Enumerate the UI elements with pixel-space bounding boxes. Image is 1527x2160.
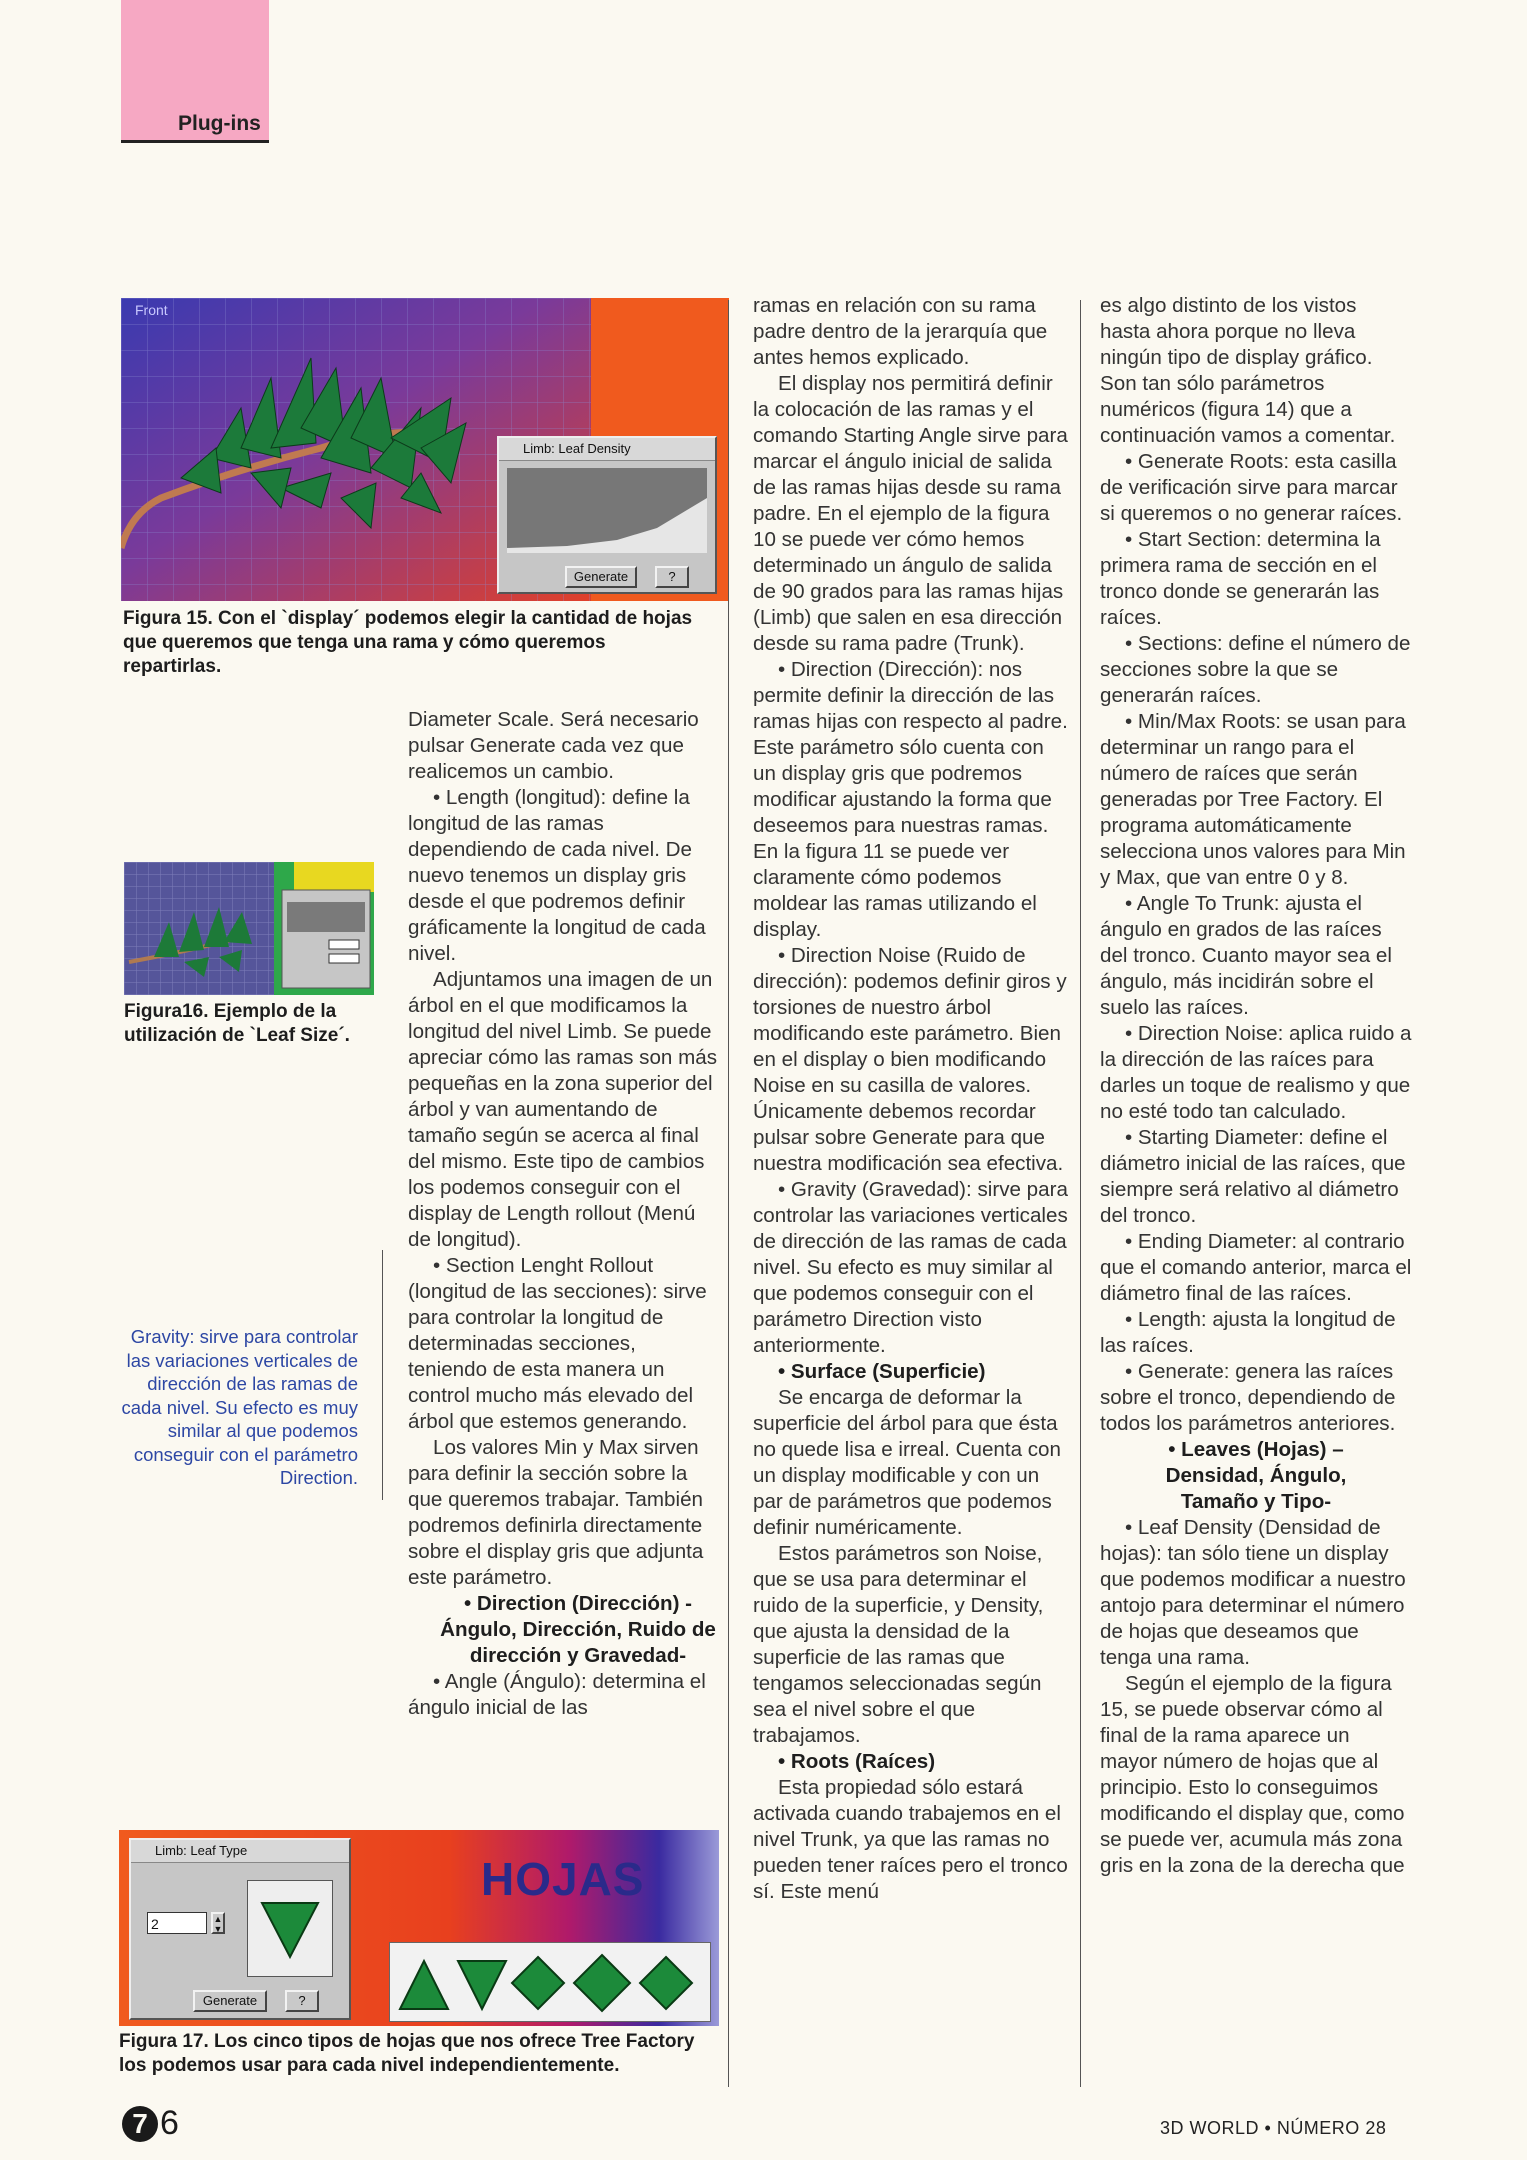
generate-button[interactable]: Generate [193, 1990, 267, 2012]
paragraph: • Start Section: determina la primera rama de sección en el tronco donde se generarán las raíces. [1100, 528, 1381, 629]
generate-button[interactable]: Generate [565, 566, 637, 588]
leaf-density-panel [497, 436, 717, 594]
paragraph: Estos parámetros son Noise, que se usa para determinar el ruido de la superficie, y Density, que ajusta la densidad de la superficie de las ramas que tengamos seleccionadas según sea el nivel sobre el que trabajamos. [753, 1542, 1044, 1747]
column-rule-1 [728, 300, 729, 2087]
subheading: • Direction (Dirección) - Ángulo, Dirección, Ruido de dirección y Gravedad- [440, 1592, 716, 1667]
paragraph: • Length (longitud): define la longitud de las ramas dependiendo de cada nivel. De nuevo tenemos un display gris desde el que podremos definir gráficamente la longitud de cada nivel. [408, 786, 706, 965]
paragraph: Según el ejemplo de la figura 15, se puede observar cómo al final de la rama aparece un mayor número de hojas que al principio. Esto lo conseguimos modificando el display que, como se puede ver, acumula más zona gris en la zona de la derecha que [1100, 1672, 1405, 1877]
column-1 [408, 707, 718, 1721]
section-underline [121, 140, 269, 143]
help-button[interactable]: ? [285, 1990, 319, 2012]
paragraph: • Direction Noise (Ruido de dirección): podemos definir giros y torsiones de nuestro árbol modificando este parámetro. Bien en el display o bien modificando Noise en su casilla de valores. Únicamente debemos recordar pulsar sobre Generate para que nuestra modificación sea efectiva. [753, 944, 1067, 1175]
paragraph: • Generate Roots: esta casilla de verificación sirve para marcar si queremos o no generar raíces. [1100, 450, 1403, 525]
help-button[interactable]: ? [655, 566, 689, 588]
leaf-preview [247, 1880, 333, 1977]
leaf-diamond-icon [640, 1957, 692, 2009]
column-rule-0 [382, 1250, 383, 1500]
magazine-footer: 3D WORLD • NÚMERO 28 [1160, 2118, 1387, 2138]
paragraph: • Length: ajusta la longitud de las raíces. [1100, 1308, 1396, 1357]
leaf-types-row [390, 1943, 710, 2021]
leaf-types-strip [389, 1942, 711, 2022]
paragraph: Diameter Scale. Será necesario pulsar Generate cada vez que realicemos un cambio. [408, 708, 699, 783]
leaf-triangle-down-icon [458, 1961, 506, 2009]
paragraph: ramas en relación con su rama padre dentro de la jerarquía que antes hemos explicado. [753, 294, 1048, 369]
leaf-type-panel [129, 1838, 351, 2020]
paragraph: Adjuntamos una imagen de un árbol en el que modificamos la longitud del nivel Limb. Se puede apreciar cómo las ramas son más pequeñas en la zona superior del árbol y van aumentando de tamaño según se acerca al final del mismo. Este tipo de cambios los podemos conseguir con el display de Length rollout (Menú de longitud). [408, 968, 718, 1251]
leaf-diamond-icon [574, 1955, 630, 2011]
panel-title: Limb: Leaf Type [131, 1840, 349, 1863]
paragraph: • Min/Max Roots: se usan para determinar un rango para el número de raíces que serán generadas por Tree Factory. El programa automáticamente selecciona unos valores para Min y Max, que van entre 0 y 8. [1100, 710, 1406, 889]
figure-17-image [119, 1830, 719, 2026]
density-curve [507, 468, 707, 553]
section-label: Plug-ins [178, 112, 261, 135]
hojas-title: HOJAS [481, 1853, 645, 1905]
leaf-triangle-up-icon [400, 1961, 448, 2009]
figure-16-render [124, 862, 374, 995]
subheading: • Roots (Raíces) [778, 1750, 936, 1773]
paragraph: • Direction Noise: aplica ruido a la dirección de las raíces para darles un toque de realismo y que no esté todo tan calculado. [1100, 1022, 1412, 1123]
figure-16-caption: Figura16. Ejemplo de la utilización de `Leaf Size´. [124, 1001, 350, 1046]
page-badge: 7 [122, 2106, 158, 2142]
paragraph: • Leaf Density (Densidad de hojas): tan sólo tiene un display que podemos modificar a nuestro antojo para determinar el número de hojas que deseamos que tenga una rama. [1100, 1516, 1406, 1669]
paragraph: Se encarga de deformar la superficie del árbol para que ésta no quede lisa e irreal. Cuenta con un display modificable y con un par de parámetros que podemos definir numéricamente. [753, 1386, 1061, 1539]
leaf-diamond-icon [512, 1957, 564, 2009]
figure-17-caption: Figura 17. Los cinco tipos de hojas que nos ofrece Tree Factory los podemos usar para cada nivel independientemente. [119, 2031, 695, 2076]
paragraph: • Angle To Trunk: ajusta el ángulo en grados de las raíces del tronco. Cuanto mayor sea el ángulo, más incidirán sobre el suelo las raíces. [1100, 892, 1392, 1019]
sidebar-note: Gravity: sirve para controlar las variaciones verticales de dirección de las ramas de cada nivel. Su efecto es muy similar al que podemos conseguir con el parámetro Direction. [121, 1326, 358, 1488]
paragraph: • Starting Diameter: define el diámetro inicial de las raíces, que siempre será relativo al diámetro del tronco. [1100, 1126, 1406, 1227]
paragraph: • Section Lenght Rollout (longitud de las secciones): sirve para controlar la longitud de determinadas secciones, teniendo de esta manera un control mucho más elevado del árbol que estemos generando. [408, 1254, 707, 1433]
figure-15-image [121, 298, 729, 601]
paragraph: • Generate: genera las raíces sobre el tronco, dependiendo de todos los parámetros anteriores. [1100, 1360, 1396, 1435]
paragraph: Los valores Min y Max sirven para definir la sección sobre la que queremos trabajar. También podremos definirla directamente sobre el display gris que adjunta este parámetro. [408, 1436, 704, 1589]
leaf-triangle-down-icon [248, 1881, 332, 1976]
paragraph: • Ending Diameter: al contrario que el comando anterior, marca el diámetro final de las raíces. [1100, 1230, 1412, 1305]
leaf-type-spinner[interactable]: ▲ ▼ [211, 1912, 225, 1934]
column-3 [1100, 293, 1412, 1879]
figure-15-caption: Figura 15. Con el `display´ podemos elegir la cantidad de hojas que queremos que tenga una rama y cómo queremos repartirlas. [123, 608, 693, 677]
paragraph: es algo distinto de los vistos hasta ahora porque no lleva ningún tipo de display gráfico. Son tan sólo parámetros numéricos (figura 14) que a continuación vamos a comentar. [1100, 294, 1396, 447]
paragraph: Esta propiedad sólo estará activada cuando trabajemos en el nivel Trunk, ya que las ramas no pueden tener raíces pero el tronco sí. Este menú [753, 1776, 1068, 1903]
column-rule-2 [1080, 300, 1081, 2087]
subheading: • Leaves (Hojas) –Densidad, Ángulo, Tamaño y Tipo- [1165, 1438, 1347, 1513]
column-2 [753, 293, 1071, 1905]
figure-16-image [124, 862, 374, 995]
paragraph: El display nos permitirá definir la colocación de las ramas y el comando Starting Angle sirve para marcar el ángulo inicial de salida de las ramas hijas desde su rama padre. En el ejemplo de la figura 10 se puede ver cómo hemos determinado un ángulo de salida de 90 grados para las ramas hijas (Limb) que salen en esa dirección desde su rama padre (Trunk). [753, 372, 1068, 655]
paragraph: • Angle (Ángulo): determina el ángulo inicial de las [408, 1670, 706, 1719]
panel-title: Limb: Leaf Density [499, 438, 715, 461]
subheading: • Surface (Superficie) [778, 1360, 986, 1383]
paragraph: • Direction (Dirección): nos permite definir la dirección de las ramas hijas con respecto al padre. Este parámetro sólo cuenta con un display gris que podremos modificar ajustando la forma que deseemos para nuestras ramas. En la figura 11 se puede ver claramente cómo podemos moldear las ramas utilizando el display. [753, 658, 1068, 941]
density-display[interactable] [507, 468, 707, 553]
viewport-label: Front [135, 302, 168, 318]
paragraph: • Sections: define el número de secciones sobre la que se generarán raíces. [1100, 632, 1411, 707]
leaf-type-input[interactable]: 2 [147, 1912, 207, 1934]
page-number: 7 6 [122, 2104, 179, 2144]
paragraph: • Gravity (Gravedad): sirve para controlar las variaciones verticales de dirección de las ramas de cada nivel. Su efecto es muy similar al que podemos conseguir con el parámetro Direction visto anteriormente. [753, 1178, 1068, 1357]
